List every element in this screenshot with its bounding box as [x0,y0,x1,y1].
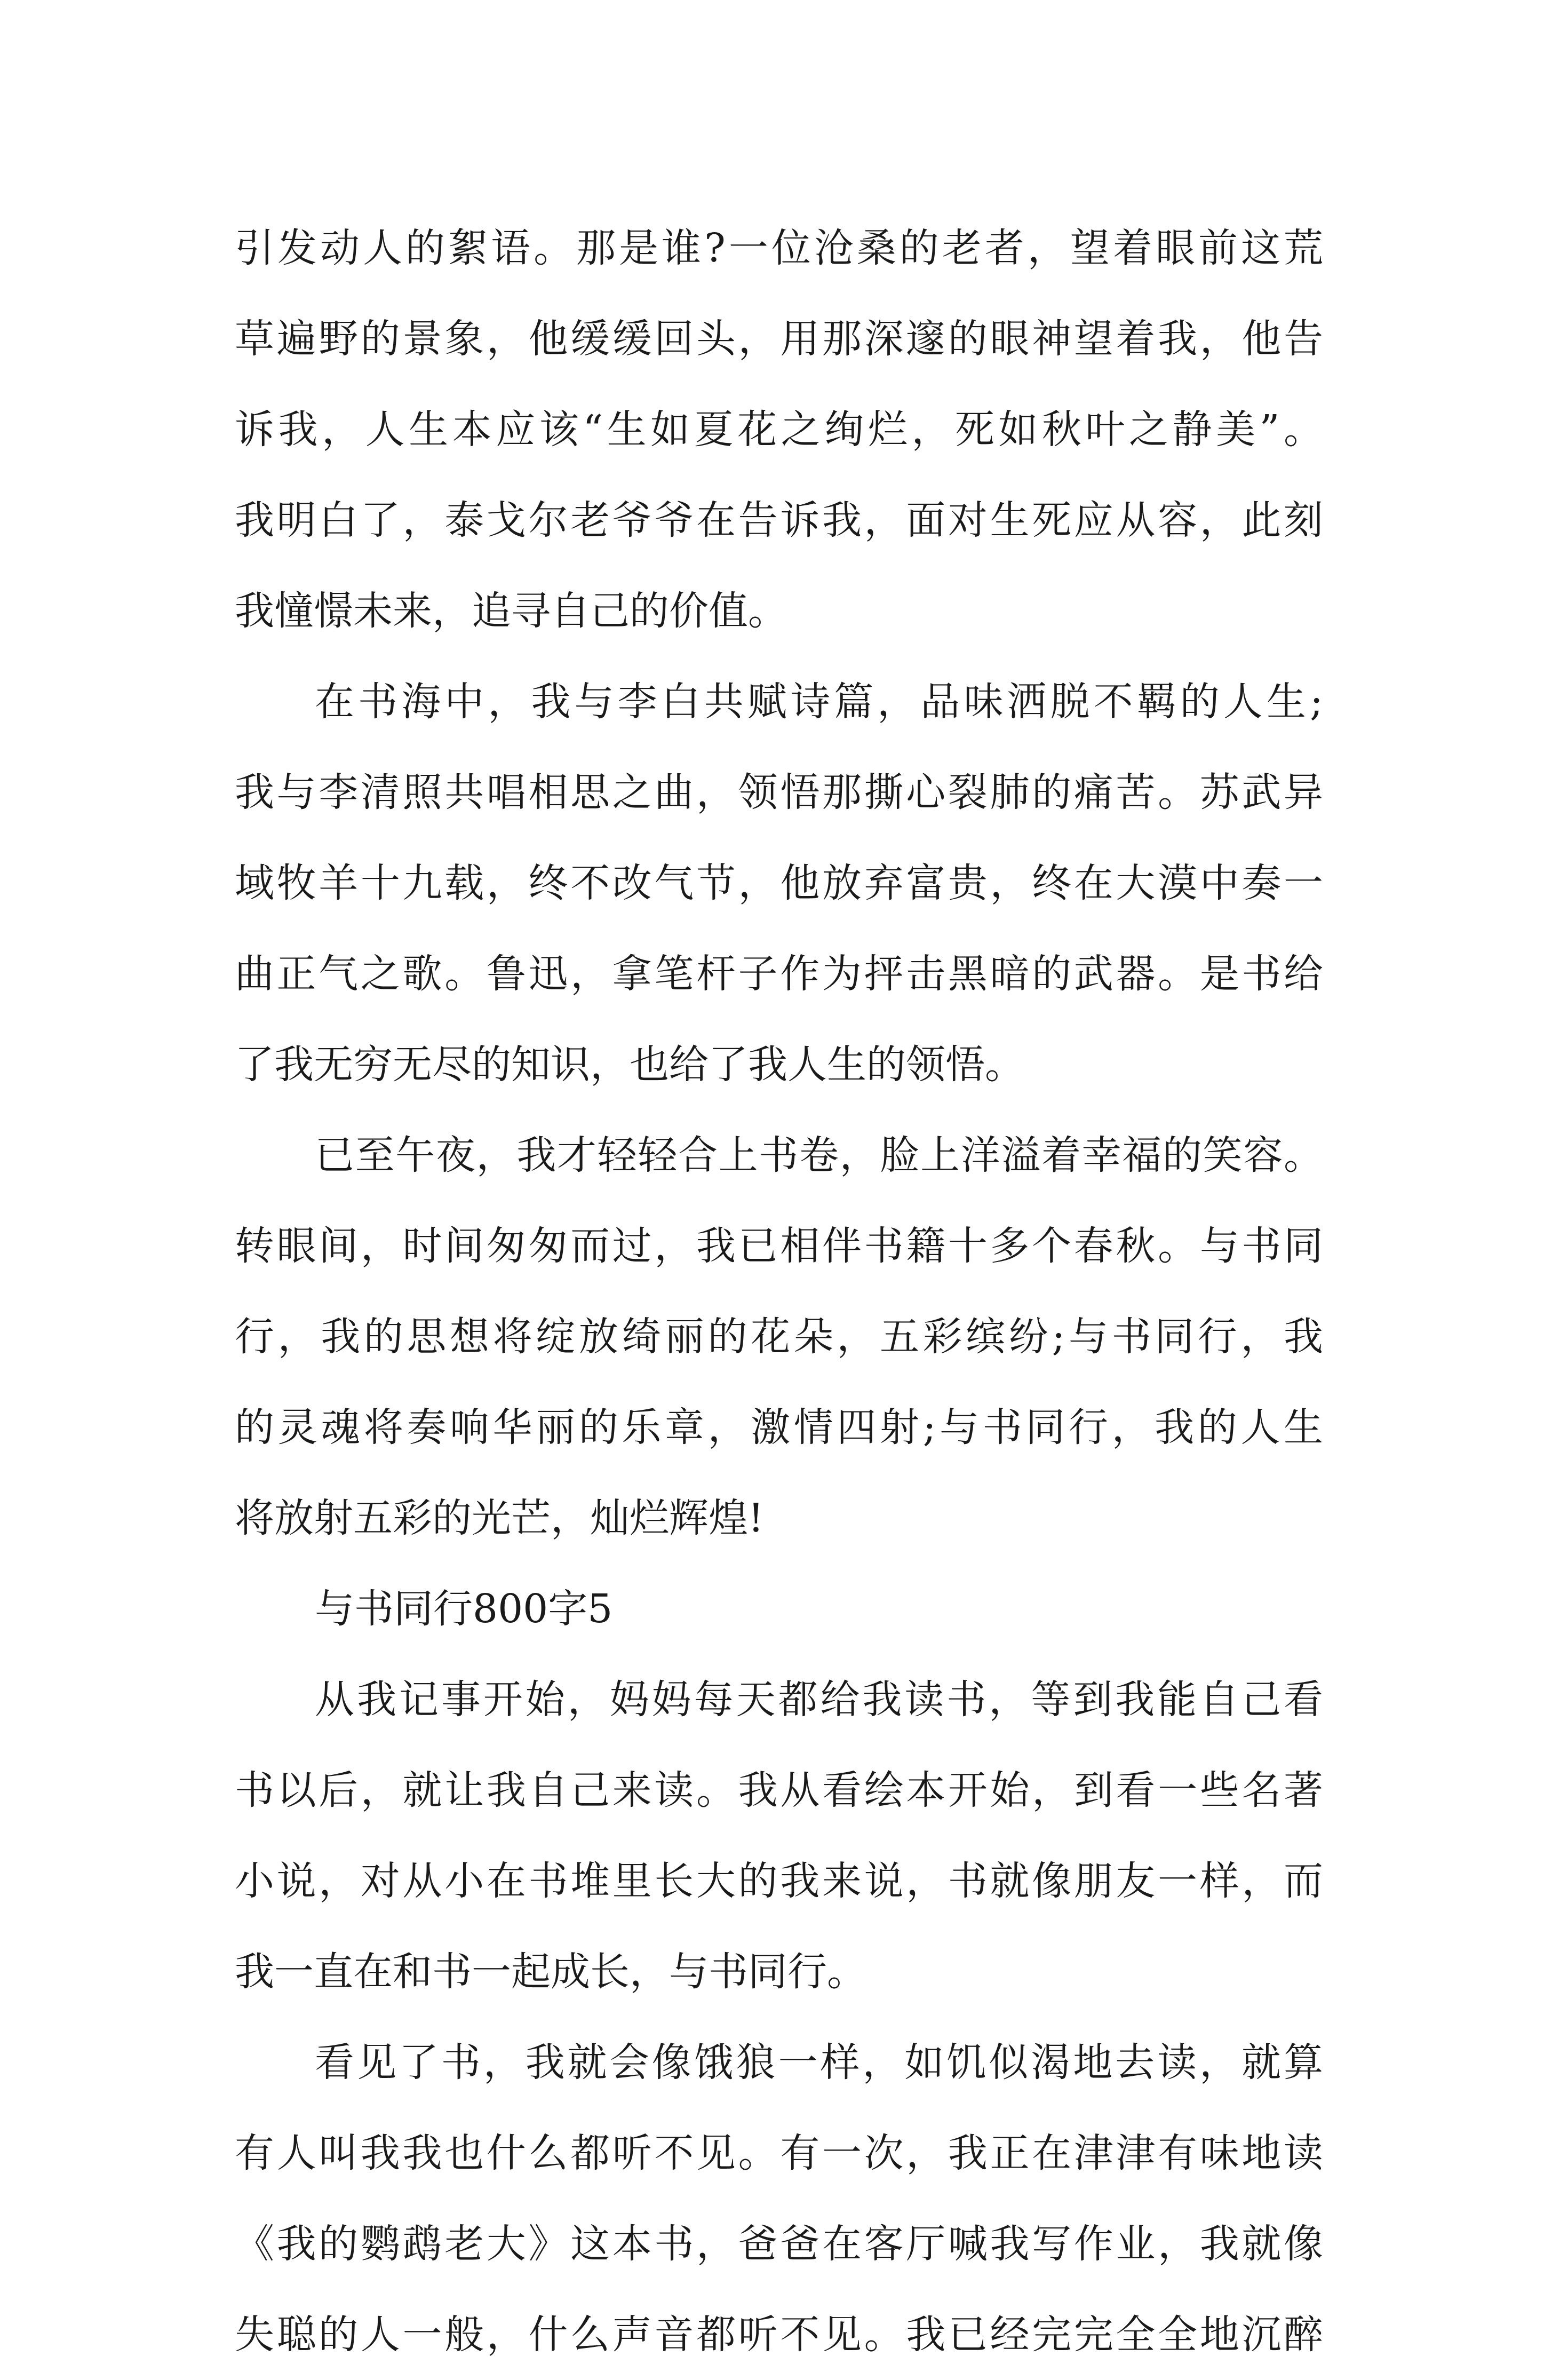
text-line: 诉我，人生本应该“生如夏花之绚烂，死如秋叶之静美”。 [235,407,1323,453]
paragraph-start-line: 看见了书，我就会像饿狼一样，如饥似渴地去读，就算 [315,2040,1323,2085]
section-heading: 与书同行800字5 [315,1586,613,1632]
text-line: 曲正气之歌。鲁迅，拿笔杆子作为抨击黑暗的武器。是书给 [235,951,1323,997]
text-line: 域牧羊十九载，终不改气节，他放弃富贵，终在大漠中奏一 [235,860,1323,906]
text-line: 我一直在和书一起成长，与书同行。 [235,1949,866,1995]
text-line: 引发动人的絮语。那是谁?一位沧桑的老者，望着眼前这荒 [235,225,1323,271]
text-line: 我明白了，泰戈尔老爷爷在告诉我，面对生死应从容，此刻 [235,497,1323,543]
text-line: 《我的鹦鹉老大》这本书，爸爸在客厅喊我写作业，我就像 [235,2221,1323,2267]
text-line: 失聪的人一般，什么声音都听不见。我已经完完全全地沉醉 [235,2312,1323,2358]
paragraph-start-line: 在书海中，我与李白共赋诗篇，品味洒脱不羁的人生; [315,679,1323,725]
text-line: 行，我的思想将绽放绮丽的花朵，五彩缤纷;与书同行，我 [235,1314,1323,1360]
text-line: 有人叫我我也什么都听不见。有一次，我正在津津有味地读 [235,2130,1323,2176]
text-line: 了我无穷无尽的知识，也给了我人生的领悟。 [235,1042,1024,1088]
text-line: 将放射五彩的光芒，灿烂辉煌! [235,1495,764,1541]
text-line: 的灵魂将奏响华丽的乐章，激情四射;与书同行，我的人生 [235,1405,1323,1450]
text-line: 我与李清照共唱相思之曲，领悟那撕心裂肺的痛苦。苏武异 [235,769,1323,815]
document-body [235,203,1323,2380]
paragraph-start-line: 已至午夜，我才轻轻合上书卷，脸上洋溢着幸福的笑容。 [315,1132,1323,1178]
text-line: 转眼间，时间匆匆而过，我已相伴书籍十多个春秋。与书同 [235,1223,1323,1269]
text-line: 小说，对从小在书堆里长大的我来说，书就像朋友一样，而 [235,1858,1323,1904]
text-line: 草遍野的景象，他缓缓回头，用那深邃的眼神望着我，他告 [235,316,1323,362]
paragraph-start-line: 从我记事开始，妈妈每天都给我读书，等到我能自己看 [315,1677,1323,1723]
text-line: 书以后，就让我自己来读。我从看绘本开始，到看一些名著 [235,1767,1323,1813]
text-line: 我憧憬未来，追寻自己的价值。 [235,588,787,634]
